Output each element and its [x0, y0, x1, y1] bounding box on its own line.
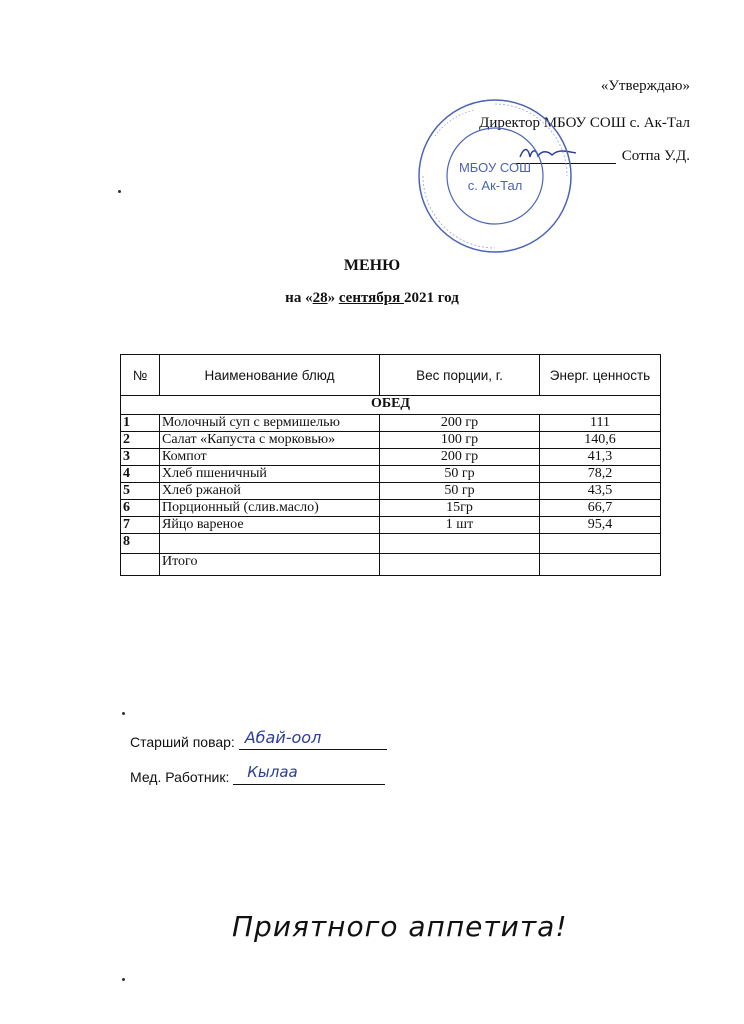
row-weight: 200 гр	[380, 415, 540, 432]
scan-speck	[122, 978, 125, 981]
date-month: сентября	[338, 290, 404, 306]
date-day: 28	[312, 290, 328, 306]
row-dish: Порционный (слив.масло)	[160, 500, 380, 517]
chef-signature-row	[130, 728, 387, 750]
section-row	[121, 396, 661, 415]
row-number: 5	[121, 483, 160, 500]
row-energy: 66,7	[540, 500, 661, 517]
col-dish: Наименование блюд	[160, 355, 380, 396]
row-energy: 95,4	[540, 517, 661, 534]
table-row	[121, 534, 661, 554]
row-energy: 111	[540, 415, 661, 432]
row-weight	[380, 534, 540, 554]
row-dish: Салат «Капуста с морковью»	[160, 432, 380, 449]
approval-director: Директор МБОУ СОШ с. Ак-Тал	[479, 115, 690, 131]
row-energy: 78,2	[540, 466, 661, 483]
page-title: МЕНЮ	[343, 257, 401, 274]
row-number: 3	[121, 449, 160, 466]
row-energy: 140,6	[540, 432, 661, 449]
approval-signer: Сотпа У.Д.	[621, 148, 690, 164]
row-weight: 100 гр	[380, 432, 540, 449]
date-mid: »	[327, 290, 339, 306]
row-number	[121, 554, 160, 576]
row-dish: Яйцо вареное	[160, 517, 380, 534]
row-number: 7	[121, 517, 160, 534]
chef-signature: Абай-оол	[244, 728, 322, 747]
date-year: 2021 год	[403, 290, 459, 306]
row-number: 4	[121, 466, 160, 483]
row-number: 8	[121, 534, 160, 554]
scan-speck	[118, 190, 121, 193]
closing-message: Приятного аппетита!	[232, 910, 568, 943]
row-energy: 41,3	[540, 449, 661, 466]
chef-label: Старший повар:	[130, 734, 235, 750]
row-energy	[540, 554, 661, 576]
row-weight: 200 гр	[380, 449, 540, 466]
table-row	[121, 432, 661, 449]
seal-text-1: МБОУ СОШ	[458, 160, 532, 175]
col-weight: Вес порции, г.	[380, 355, 540, 396]
row-dish: Компот	[160, 449, 380, 466]
scan-speck	[122, 712, 125, 715]
row-dish	[160, 534, 380, 554]
table-row	[121, 483, 661, 500]
medic-label: Мед. Работник:	[130, 769, 230, 785]
row-weight: 50 гр	[380, 483, 540, 500]
row-weight	[380, 554, 540, 576]
col-energy: Энерг. ценность	[540, 355, 661, 396]
row-total-label: Итого	[160, 554, 380, 576]
row-dish: Хлеб пшеничный	[160, 466, 380, 483]
table-row	[121, 415, 661, 432]
table-row	[121, 500, 661, 517]
chef-signature-line	[239, 728, 387, 750]
table-row	[121, 449, 661, 466]
row-dish: Хлеб ржаной	[160, 483, 380, 500]
medic-signature: Кылаа	[247, 763, 298, 781]
table-header-row	[121, 355, 661, 396]
menu-date	[0, 290, 744, 307]
row-number: 2	[121, 432, 160, 449]
row-weight: 50 гр	[380, 466, 540, 483]
seal-text-2: с. Ак-Тал	[467, 178, 523, 193]
row-weight: 1 шт	[380, 517, 540, 534]
table-row	[121, 466, 661, 483]
row-number: 1	[121, 415, 160, 432]
row-energy: 43,5	[540, 483, 661, 500]
table-total-row	[121, 554, 661, 576]
date-prefix: на «	[285, 290, 313, 306]
row-energy	[540, 534, 661, 554]
col-number: №	[121, 355, 160, 396]
medic-signature-row	[130, 763, 385, 785]
section-title: ОБЕД	[121, 396, 661, 415]
menu-table	[120, 354, 661, 576]
approval-heading: «Утверждаю»	[600, 78, 690, 94]
table-row	[121, 517, 661, 534]
medic-signature-line	[233, 763, 385, 785]
row-weight: 15гр	[380, 500, 540, 517]
row-number: 6	[121, 500, 160, 517]
school-seal	[415, 96, 575, 256]
row-dish: Молочный суп с вермишелью	[160, 415, 380, 432]
